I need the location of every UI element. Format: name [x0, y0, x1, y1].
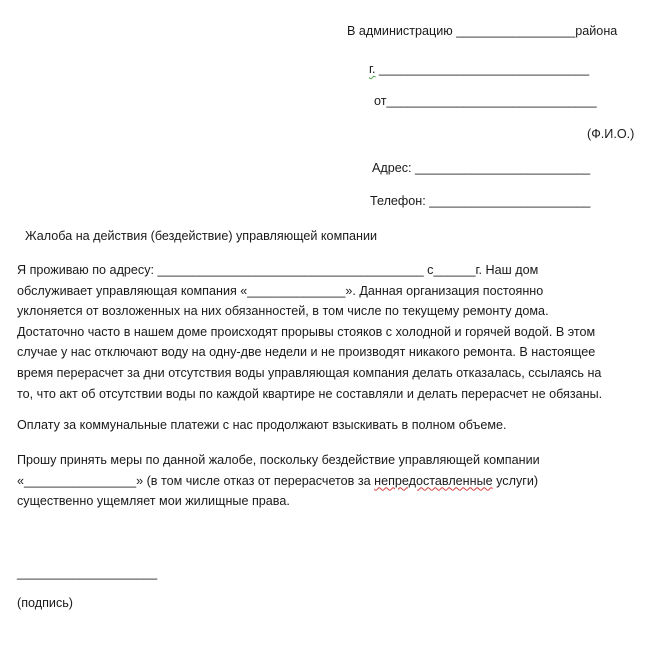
document-title: Жалоба на действия (бездействие) управляющей компании — [25, 229, 378, 243]
paragraph-request — [17, 450, 642, 512]
recipient-admin-line: В администрацию _________________района — [347, 24, 618, 38]
city-blank: ______________________________ — [375, 62, 590, 76]
paragraph-line: Оплату за коммунальные платежи с нас продолжают взыскивать в полном объеме. — [17, 418, 507, 432]
request-text-after: услуги) — [492, 473, 539, 488]
paragraph-line: существенно ущемляет мои жилищные права. — [17, 494, 290, 509]
paragraph-payments — [17, 415, 642, 436]
request-text-before: «________________» (в том числе отказ от перерасчетов за — [17, 473, 375, 488]
paragraph-line: Прошу принять меры по данной жалобе, поскольку бездействие управляющей компании — [17, 453, 540, 467]
paragraph-line: Достаточно часто в нашем доме происходят прорывы стояков с холодной и горячей водой. В этом — [17, 324, 596, 339]
sender-address-line: Адрес: _________________________ — [372, 161, 591, 175]
sender-fio-label: (Ф.И.О.) — [587, 127, 635, 141]
paragraph-line: время перерасчет за дни отсутствия воды управляющая компания делать отказалась, ссылаясь на — [17, 365, 602, 380]
spellcheck-flagged-word: непредоставленные — [374, 473, 493, 488]
paragraph-line: уклоняется от возложенных на них обязанностей, в том числе по текущему ремонту дома. — [17, 304, 549, 319]
sender-phone-line: Телефон: _______________________ — [370, 194, 591, 208]
city-prefix: г. — [369, 62, 376, 76]
paragraph-line: то, что акт об отсутствии воды по каждой квартире не составляли и делать перерасчет не обязаны. — [17, 386, 603, 401]
sender-from-line: от______________________________ — [374, 94, 597, 108]
signature-label: (подпись) — [17, 596, 73, 610]
paragraph-main — [17, 260, 642, 404]
recipient-city-line — [369, 61, 589, 77]
paragraph-line: случае у нас отключают воду на одну-две недели и не производят никакого ремонта. В настоящее — [17, 345, 596, 360]
signature-line: ____________________ — [17, 566, 158, 580]
paragraph-line — [17, 471, 642, 492]
paragraph-line: Я проживаю по адресу: ______________________________________ с______г. Наш дом — [17, 263, 539, 277]
paragraph-line: обслуживает управляющая компания «______________». Данная организация постоянно — [17, 283, 544, 298]
